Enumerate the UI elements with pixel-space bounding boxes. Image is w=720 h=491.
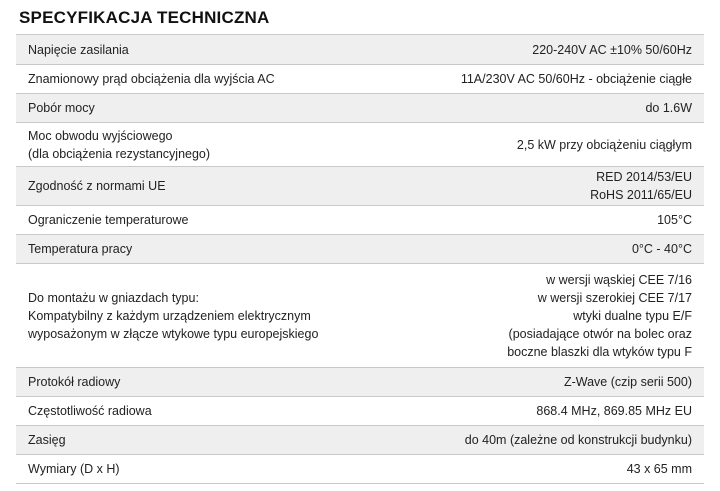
spec-value-line: 0°C - 40°C (631, 242, 692, 256)
spec-value-line: boczne blaszki dla wtyków typu F (507, 344, 692, 359)
spec-label (16, 35, 360, 65)
spec-value-line: 105°C (657, 213, 692, 227)
spec-value (360, 368, 704, 397)
spec-row (16, 123, 704, 167)
spec-label (16, 206, 360, 235)
spec-value (360, 123, 704, 167)
spec-label-line: Napięcie zasilania (28, 42, 129, 57)
spec-label-line: Znamionowy prąd obciążenia dla wyjścia AC (28, 72, 275, 86)
spec-row (16, 397, 704, 426)
spec-value (360, 206, 704, 235)
spec-label-line: Zgodność z normami UE (28, 179, 166, 193)
spec-row (16, 167, 704, 206)
spec-label-line: wyposażonym w złącze wtykowe typu europejskiego (28, 326, 319, 341)
spec-label (16, 65, 360, 94)
spec-label (16, 264, 360, 368)
spec-label-line: Do montażu w gniazdach typu: (28, 290, 199, 305)
spec-value-line: do 1.6W (645, 101, 692, 115)
spec-value (360, 35, 704, 65)
spec-label (16, 455, 360, 484)
spec-label (16, 123, 360, 167)
spec-value-line: RED 2014/53/EU (596, 170, 692, 184)
spec-row (16, 35, 704, 65)
spec-value (360, 264, 704, 368)
spec-label (16, 368, 360, 397)
spec-label-line: Temperatura pracy (28, 242, 133, 256)
spec-value (360, 65, 704, 94)
spec-value (360, 235, 704, 264)
spec-label-line: Protokół radiowy (28, 375, 121, 389)
spec-label-line: Częstotliwość radiowa (28, 404, 152, 418)
spec-table-body (16, 35, 704, 484)
spec-value-line: w wersji wąskiej CEE 7/16 (546, 272, 692, 287)
spec-label-line: Ograniczenie temperaturowe (28, 213, 189, 227)
spec-label (16, 235, 360, 264)
spec-row (16, 455, 704, 484)
spec-row (16, 426, 704, 455)
spec-value (360, 397, 704, 426)
spec-label-line: Moc obwodu wyjściowego (28, 128, 173, 143)
spec-row (16, 206, 704, 235)
spec-label (16, 397, 360, 426)
spec-label (16, 94, 360, 123)
spec-label (16, 426, 360, 455)
spec-row (16, 368, 704, 397)
spec-value-line: do 40m (zależne od konstrukcji budynku) (464, 433, 692, 447)
spec-value-line: 11A/230V AC 50/60Hz - obciążenie ciągłe (460, 72, 692, 86)
spec-row (16, 235, 704, 264)
spec-label-line: Wymiary (D x H) (28, 462, 120, 476)
spec-label (16, 167, 360, 206)
spec-value-line: (posiadające otwór na bolec oraz (508, 326, 692, 341)
spec-label-line: Kompatybilny z każdym urządzeniem elektrycznym (28, 308, 311, 323)
spec-row (16, 264, 704, 368)
spec-value-line: 868.4 MHz, 869.85 MHz EU (536, 404, 692, 418)
spec-value (360, 167, 704, 206)
spec-value-line: 220-240V AC ±10% 50/60Hz (532, 42, 692, 57)
spec-value-line: 43 x 65 mm (626, 462, 692, 476)
spec-value (360, 94, 704, 123)
spec-row (16, 65, 704, 94)
spec-label-line: Pobór mocy (28, 101, 95, 115)
spec-row (16, 94, 704, 123)
spec-table (16, 34, 704, 484)
page-title: SPECYFIKACJA TECHNICZNA (19, 8, 270, 27)
spec-label-line: Zasięg (28, 433, 66, 447)
spec-value-line: RoHS 2011/65/EU (590, 188, 692, 202)
spec-value-line: 2,5 kW przy obciążeniu ciągłym (516, 137, 692, 152)
spec-value (360, 455, 704, 484)
spec-value-line: w wersji szerokiej CEE 7/17 (537, 290, 692, 305)
spec-label-line: (dla obciążenia rezystancyjnego) (28, 146, 211, 161)
spec-value-line: Z-Wave (czip serii 500) (563, 375, 692, 389)
spec-value (360, 426, 704, 455)
spec-value-line: wtyki dualne typu E/F (573, 308, 692, 323)
